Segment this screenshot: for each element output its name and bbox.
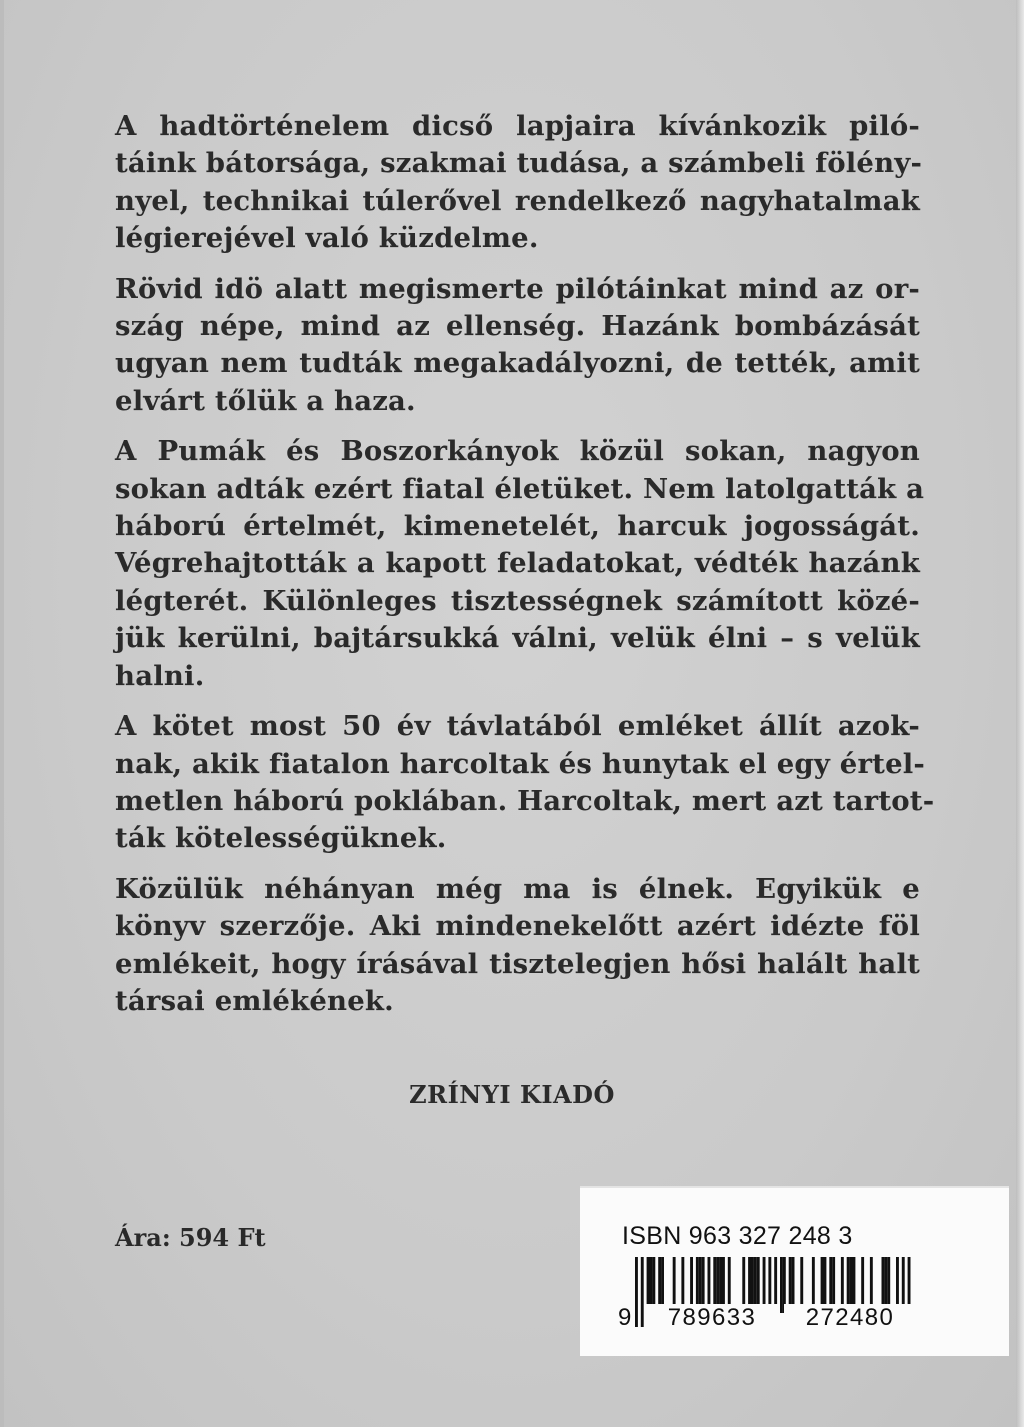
blurb-paragraph — [115, 433, 925, 695]
blurb-line: táink bátorsága, szakmai tudása, a számbeli fölény- — [115, 147, 923, 180]
barcode-bar — [641, 1257, 644, 1327]
cover-right-edge — [1016, 0, 1024, 1427]
blurb-line: metlen háború poklában. Harcoltak, mert azt tartot- — [115, 784, 935, 817]
ean-first-digit: 9 — [618, 1304, 632, 1331]
cover-left-edge — [0, 0, 4, 1427]
isbn-barcode-sticker — [580, 1186, 1009, 1356]
ean-left-digits: 789633 — [646, 1304, 778, 1332]
blurb-paragraph — [115, 871, 920, 1021]
blurb-line: A hadtörténelem dicső lapjaira kívánkozik piló- — [115, 110, 920, 142]
blurb-line: könyv szerzője. Aki mindenekelőtt azért idézte föl — [115, 910, 920, 943]
blurb-line: nyel, technikai túlerővel rendelkező nagyhatalmak — [115, 184, 920, 217]
blurb-paragraph — [115, 271, 920, 421]
blurb-line: ták kötelességüknek. — [115, 822, 447, 855]
blurb-paragraph — [115, 708, 935, 858]
price-label: Ára: 594 Ft — [115, 1223, 266, 1252]
barcode-bar — [780, 1257, 783, 1313]
barcode-bar — [635, 1257, 638, 1327]
blurb-line: társai emlékének. — [115, 984, 394, 1017]
blurb-text — [115, 108, 935, 1033]
blurb-paragraph — [115, 108, 923, 258]
blurb-line: légierejével való küzdelme. — [115, 222, 539, 255]
blurb-line: ugyan nem tudták megakadályozni, de tették, amit — [115, 347, 920, 380]
ean-right-digits: 272480 — [784, 1304, 916, 1332]
blurb-line: halni. — [115, 659, 205, 692]
blurb-line: jük kerülni, bajtársukká válni, velük élni – s velük — [115, 622, 920, 655]
blurb-line: Végrehajtották a kapott feladatokat, védték hazánk — [115, 547, 920, 580]
blurb-line: Rövid idö alatt megismerte pilótáinkat mind az or- — [115, 272, 920, 305]
blurb-line: A kötet most 50 év távlatából emléket állít azok- — [115, 710, 920, 743]
blurb-line: háború értelmét, kimenetelét, harcuk jogosságát. — [115, 510, 920, 543]
blurb-line: elvárt tőlük a haza. — [115, 384, 416, 417]
blurb-line: emlékeit, hogy írásával tisztelegjen hősi halált halt — [115, 947, 920, 980]
publisher-name: ZRÍNYI KIADÓ — [409, 1080, 615, 1109]
blurb-line: Közülük néhányan még ma is élnek. Egyikük e — [115, 872, 920, 905]
blurb-line: A Pumák és Boszorkányok közül sokan, nagyon — [115, 435, 920, 468]
blurb-line: légterét. Különleges tisztességnek számított közé- — [115, 584, 920, 617]
blurb-line: sokan adták ezért fiatal életüket. Nem latolgatták a — [115, 472, 925, 505]
isbn-number: ISBN 963 327 248 3 — [622, 1222, 853, 1250]
blurb-line: szág népe, mind az ellenség. Hazánk bombázását — [115, 310, 920, 343]
blurb-line: nak, akik fiatalon harcoltak és hunytak el egy értel- — [115, 747, 926, 780]
